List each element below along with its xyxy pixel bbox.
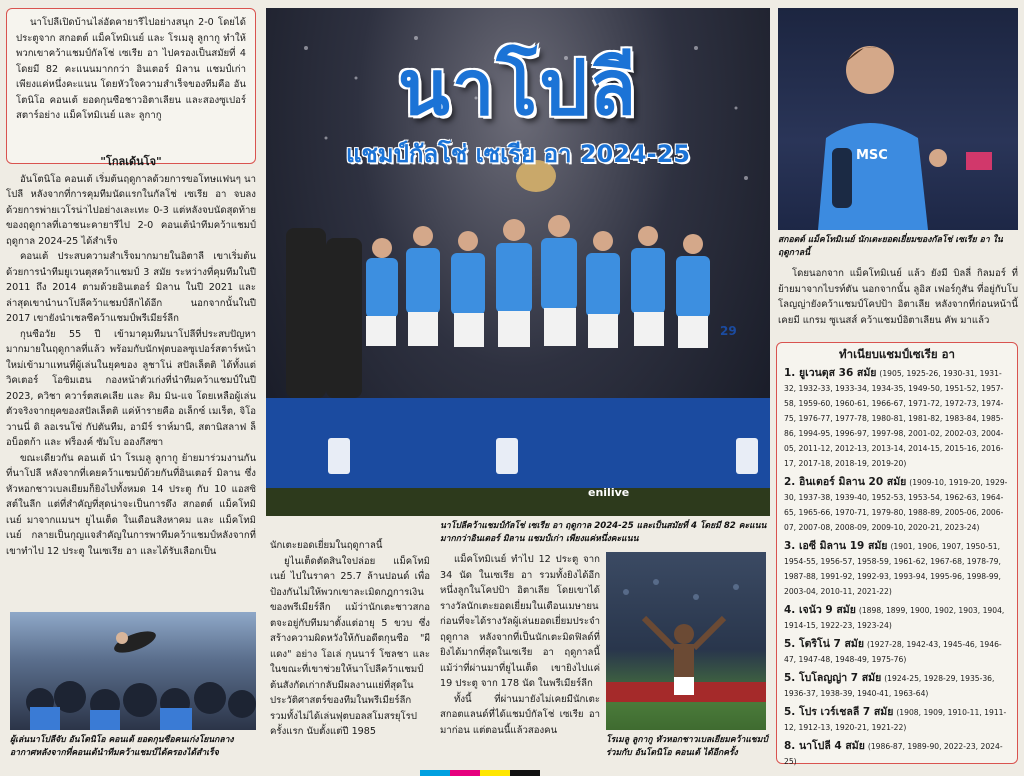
hero-caption: นาโปลีคว้าแชมป์กัลโช่ เซเรีย อา ฤดูกาล 2024-25 และเป็นสมัยที่ 4 โดยมี 82 คะแนน มากกว่าอินเตอร์ มิลาน แชมป์เก่า เพียงแค่หนึ่งคะแนน bbox=[440, 521, 767, 544]
color-strip bbox=[480, 770, 510, 776]
list-item: 3. เอซี มิลาน 19 สมัย (1901, 1906, 1907, 1950-51, 1954-55, 1956-57, 1958-59, 1961-62, 1967-68, 1978-79, 1987-88, 1991-92, 1992-93, 1993-94, 1995-96, 1998-99, 2003-04, 2010-11, 2021-22) bbox=[784, 540, 1001, 596]
list-item: 4. เจนัว 9 สมัย (1898, 1899, 1900, 1902, 1903, 1904, 1914-15, 1922-23, 1923-24) bbox=[784, 604, 1005, 630]
mid-article bbox=[270, 538, 430, 770]
paragraph: ยูไนเต็ดตัดสินใจปล่อย แม็คโทมิเนย์ ไปในราคา 25.7 ล้านปอนด์ เพื่อป้องกันไม่ให้พวกเขาละเมิดกฎการเงินของพรีเมียร์ลีก แม้ว่านักเตะชาวสกอตจะอยู่กับทีมมาตั้งแต่อายุ 5 ขวบ ซึ่งสร้างความผิดหวังให้กับอดีตกุนซือ "ผีแดง" อย่าง โอเล่ กุนนาร์ โซลชา และในขณะที่เขาช่วยให้นาโปลีคว้าแชมป์ ต้นสังกัดเก่ากลับมีผลงานแย่ที่สุดในประวัติศาสตร์ของทีมในพรีเมียร์ลีก รวมทั้งไม่ได้เล่นฟุตบอลสโมสรยุโรปครั้งแรก นับตั้งแต่ปี 1985 bbox=[270, 555, 430, 737]
shirt-sponsor: MSC bbox=[856, 148, 888, 163]
list-item: 2. อินเตอร์ มิลาน 20 สมัย (1909-10, 1919-20, 1929-30, 1937-38, 1939-40, 1952-53, 1953-54, 1962-63, 1964-65, 1965-66, 1970-71, 1979-80, 1988-89, 2005-06, 2006-07, 2007-08, 2008-09, 2009-10, 2020-21, 2023-24) bbox=[784, 476, 1008, 532]
list-title: ทำเนียบแชมป์เซเรีย อา bbox=[839, 347, 955, 361]
color-strip bbox=[510, 770, 540, 776]
left-article bbox=[6, 150, 256, 610]
list-item: 1. ยูเวนตุส 36 สมัย (1905, 1925-26, 1930-31, 1931-32, 1932-33, 1933-34, 1934-35, 1949-50, 1951-52, 1957-58, 1959-60, 1960-61, 1966-67, 1971-72, 1972-73, 1974-75, 1976-77, 1977-78, 1980-81, 1981-82, 1983-84, 1985-86, 1994-95, 1996-97, 1997-98, 2001-02, 2002-03, 2004-05, 2011-12, 2012-13, 2013-14, 2014-15, 2015-16, 2016-17, 2017-18, 2018-19, 2019-20) bbox=[784, 367, 1004, 468]
champions-list-box bbox=[776, 342, 1018, 764]
list-item: 5. โปร เวร์เชลลี 7 สมัย (1908, 1909, 1910-11, 1911-12, 1912-13, 1920-21, 1921-22) bbox=[784, 706, 1007, 732]
lukaku-photo bbox=[606, 552, 766, 730]
mctominay-photo bbox=[778, 8, 1018, 230]
paragraph: โดยนอกจาก แม็คโทมิเนย์ แล้ว ยังมี บิลลี่ กิลมอร์ ที่ย้ายมาจากไบรท์ตัน นอกจากนั้น ลูอิส เฟอร์กูสัน ที่อยู่กับโบโลญญ่ายังคว้าแชมป์โคปป้า อิตาเลีย หลังจากที่ก่อนหน้านี้เคยมี แกรม ซูเนสส์ คว้าแชมป์อิตาเลียน คัพ มาแล้ว bbox=[778, 268, 1018, 326]
paragraph: คอนเต้ ประสบความสำเร็จมากมายในอิตาลี เขาเริ่มต้นด้วยการนำทีมยูเวนตุสคว้าแชมป์ 3 สมัย ระหว่างที่คุมทีมในปี 2011 ถึง 2014 ตามด้วยอินเตอร์ มิลาน ในปี 2021 และล่าสุดเขานำนาโปลีคว้าแชมป์ลีกได้อีก นอกจากนั้นในปี 2017 เขายังนำเชลซีคว้าแชมป์พรีเมียร์ลีก bbox=[6, 251, 256, 324]
mid-article-2 bbox=[440, 552, 600, 770]
color-strip bbox=[450, 770, 480, 776]
hero-title: นาโปลี bbox=[397, 43, 639, 132]
lukaku-graphic bbox=[606, 552, 766, 730]
intro-box bbox=[6, 8, 256, 164]
mctominay-graphic bbox=[778, 8, 1018, 230]
color-strip bbox=[420, 770, 450, 776]
paragraph: กุนซือวัย 55 ปี เข้ามาคุมทีมนาโปลีที่ประสบปัญหามากมายในฤดูกาลที่แล้ว พร้อมกับนักฟุตบอลซูเปอร์สตาร์หน้าใหม่เข้ามาแทนที่ผู้เล่นในยุคของ ลูชาโน่ สปัลเล็ตติ ได้ทั้งแต่ วิคเตอร์ โอซิมเฮน กองหน้าตัวเก่งที่นำทีมคว้าแชมป์ในปี 2023, ควิชา ควาร์ตสเคเลีย และ คิม มิน-แจ โดยเหลือผู้เล่นตัวจริงจากยุคของสปัลเล็ตติ แค่ห้ารายคือ อเล็กซ์ เมเร็ต, จิโอวานนี่ ดิ ลอเรนโซ่ กัปตันทีม, อามีร์ ราห์มานี, สตานิสลาฟ ล็อบ็อตก้า และ ฟร็องค์ ซัมโบ อองกีสซา bbox=[6, 328, 256, 448]
paragraph: ทั้งนี้ ที่ผ่านมายังไม่เคยมีนักเตะสกอตแลนด์ที่ได้แชมป์กัลโช่ เซเรีย อา มาก่อน แต่ตอนนี้แล้วสองคน bbox=[440, 693, 600, 736]
intro-text: นาโปลีเปิดบ้านไล่อัดคายารีไปอย่างสนุก 2-0 โดยได้ประตูจาก สกอตต์ แม็คโทมิเนย์ และ โรเมลู ลูกากู ทำให้พวกเขาคว้าแชมป์กัลโช่ เซเรีย อา ไปครองเป็นสมัยที่ 4 โดยมี 82 คะแนนมากกว่า อินเตอร์ มิลาน แชมป์เก่า เพียงแค่หนึ่งคะแนน โดยหัวใจความสำเร็จของทีมคือ อันโตนิโอ คอนเต้ ยอดกุนซือชาวอิตาเลียน และสองซูเปอร์สตาร์อย่าง แม็คโทมิเนย์ และ ลูกากู bbox=[16, 17, 246, 121]
mctominay-caption: สกอตต์ แม็คโทมิเนย์ นักเตะยอดเยี่ยมของกัลโช่ เซเรีย อา ในฤดูกาลนี้ bbox=[778, 235, 1003, 258]
list-item: 5. โบโลญญ่า 7 สมัย (1924-25, 1928-29, 1935-36, 1936-37, 1938-39, 1940-41, 1963-64) bbox=[784, 672, 995, 698]
crowd-graphic bbox=[10, 612, 256, 730]
paragraph: อันโตนิโอ คอนเต้ เริ่มต้นฤดูกาลด้วยการขอโทษแฟนๆ นาโปลี หลังจากที่การคุมทีมนัดแรกในกัลโช่ เซเรีย อา จบลงด้วยการพ่ายเวโรน่าไปอย่างเละเทะ 0-3 แต่หลังจบนัดสุดท้ายของฤดูกาลที่เอาชนะคายารีไป 2-0 คอนเต้นำทีมคว้าแชมป์ฤดูกาล 2024-25 ได้สำเร็จ bbox=[6, 173, 256, 247]
banner-sponsor: enilive bbox=[588, 486, 630, 499]
left-photo-caption: ผู้เล่นนาโปลีจับ อันโตนิโอ คอนเต้ ยอดกุนซือคนเก่งโยนกลางอากาศหลังจากที่คอนเต้นำทีมคว้าแชมป์ได้ครองได้สำเร็จ bbox=[10, 735, 234, 758]
right-article bbox=[778, 266, 1018, 336]
list-item: 5. โตริโน่ 7 สมัย (1927-28, 1942-43, 1945-46, 1946-47, 1947-48, 1948-49, 1975-76) bbox=[784, 638, 1002, 664]
paragraph: แม็คโทมิเนย์ ทำไป 12 ประตู จาก 34 นัด ในเซเรีย อา รวมทั้งยิงได้อีกหนึ่งลูกในโคปป้า อิตาเลีย โดยเขาได้รางวัลนักเตะยอดเยี่ยมในเดือนเมษายน ก่อนที่จะได้รางวัลผู้เล่นยอดเยี่ยมประจำฤดูกาล หลังจากที่เป็นนักเตะมิดฟิลด์ที่ยิงได้มากที่สุดในเซเรีย อา ฤดูกาลนี้ แม้ว่าที่ผ่านมาที่ยูไนเต็ด เขายิงไปแค่ 19 ประตู จาก 178 นัด ในพรีเมียร์ลีก bbox=[440, 554, 600, 689]
list-item: 8. นาโปลี 4 สมัย (1986-87, 1989-90, 2022-23, 2024-25) bbox=[784, 740, 1003, 766]
hero-photo bbox=[266, 8, 770, 516]
shirt-number: 29 bbox=[720, 324, 737, 338]
conte-celebration-photo bbox=[10, 612, 256, 730]
paragraph: นักเตะยอดเยี่ยมในฤดูกาลนี้ bbox=[270, 540, 383, 551]
hero-subtitle: แชมป์กัลโช่ เซเรีย อา 2024-25 bbox=[346, 140, 690, 168]
paragraph: ขณะเดียวกัน คอนเต้ นำ โรเมลู ลูกากู ย้ายมาร่วมงานกันที่นาโปลี หลังจากที่เคยคว้าแชมป์ด้วยกันที่อินเตอร์ มิลาน ซึ่งหัวหอกชาวเบลเยียมก็ยิงไปทั้งหมด 14 ประตู กับ 10 แอสซิสต์ในลีก แต่ที่สำคัญที่สุดน่าจะเป็นการดึง สกอตต์ แม็คโทมิเนย์ มาจากแมนฯ ยูไนเต็ด ในเดือนสิงหาคม และ แม็คโทมิเนย์ กลายเป็นกุญแจสำคัญในการพาทีมคว้าแชมป์หลังจากที่เขาทำไป 12 ประตู ในเซเรีย อา และได้รับเลือกเป็น bbox=[6, 452, 256, 557]
lukaku-caption: โรเมลู ลูกากู หัวหอกชาวเบลเยียมคว้าแชมป์ร่วมกับ อันโตนิโอ คอนเต้ ได้อีกครั้ง bbox=[606, 735, 768, 758]
subheading: "โกลเด้นโจ" bbox=[100, 155, 162, 168]
